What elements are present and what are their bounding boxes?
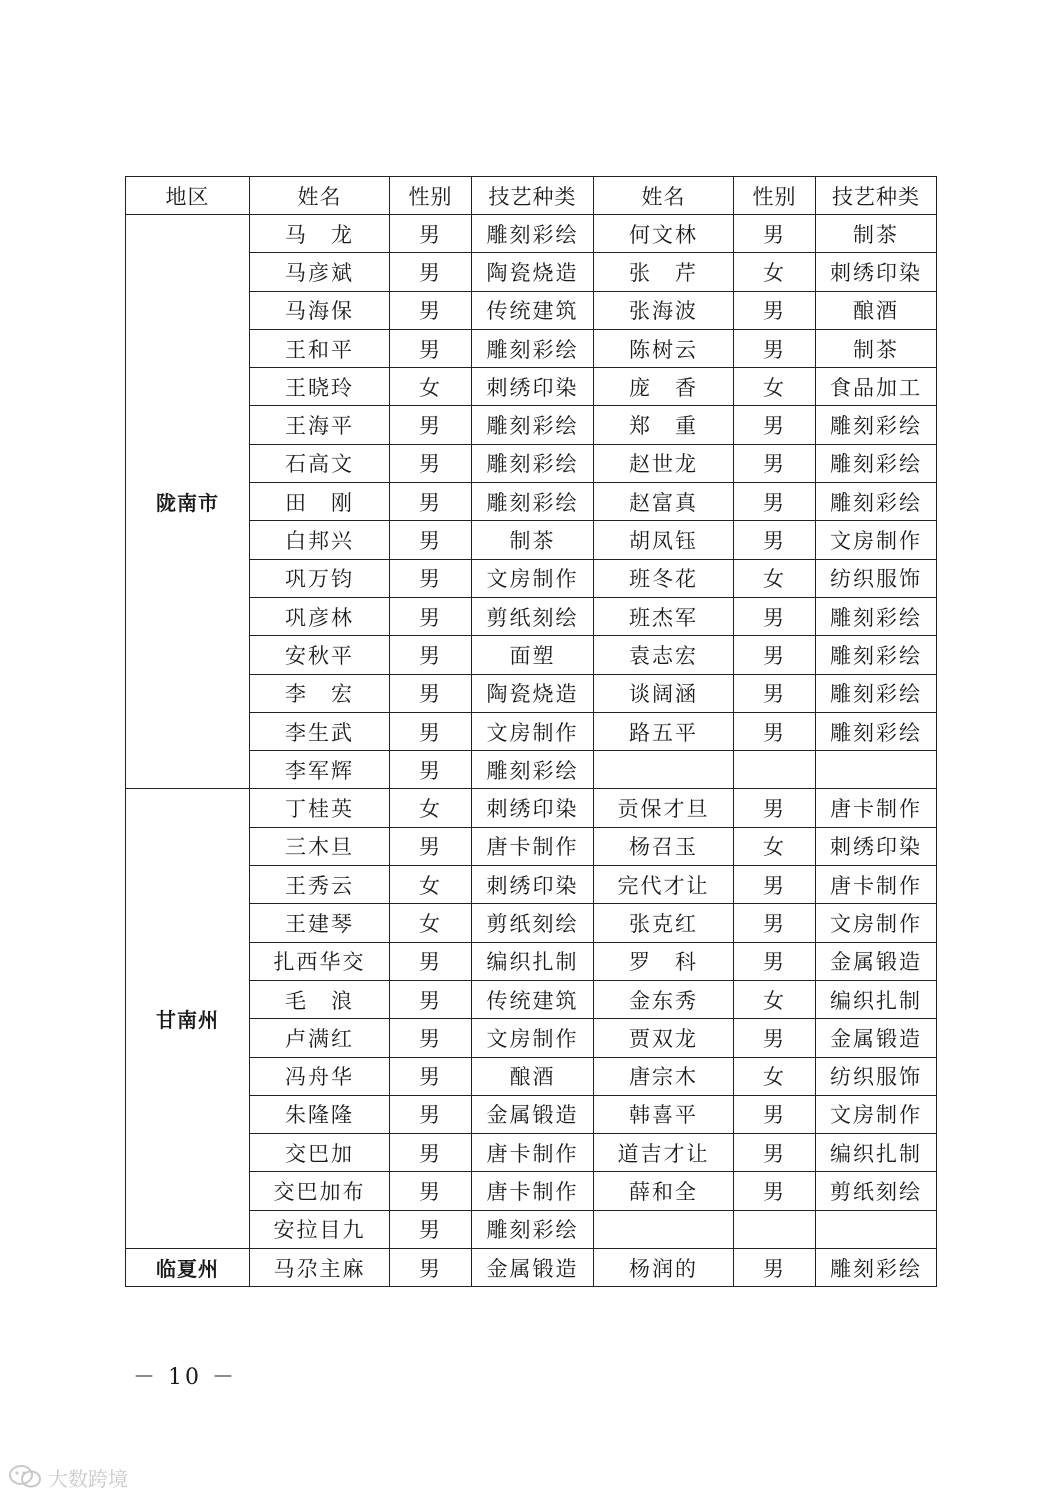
header-craft-left: 技艺种类 xyxy=(472,177,594,215)
name-left-cell: 李军辉 xyxy=(250,751,390,789)
craft-left-cell: 传统建筑 xyxy=(472,980,594,1018)
craft-right-cell: 刺绣印染 xyxy=(816,827,937,865)
name-right-cell: 赵富真 xyxy=(594,483,734,521)
craft-left-cell: 剪纸刻绘 xyxy=(472,904,594,942)
name-left-cell: 王海平 xyxy=(250,406,390,444)
craft-right-cell: 纺织服饰 xyxy=(816,1057,937,1095)
gender-right-cell xyxy=(734,751,816,789)
name-left-cell: 巩万钧 xyxy=(250,559,390,597)
watermark xyxy=(8,1462,128,1492)
name-left-cell: 交巴加 xyxy=(250,1134,390,1172)
name-right-cell: 郑 重 xyxy=(594,406,734,444)
name-right-cell: 何文林 xyxy=(594,215,734,253)
craft-right-cell: 酿酒 xyxy=(816,291,937,329)
name-right-cell: 谈阔涵 xyxy=(594,674,734,712)
name-left-cell: 马海保 xyxy=(250,291,390,329)
gender-left-cell: 女 xyxy=(390,368,472,406)
gender-right-cell: 男 xyxy=(734,942,816,980)
table-row xyxy=(126,789,937,827)
name-left-cell: 王建琴 xyxy=(250,904,390,942)
gender-right-cell: 女 xyxy=(734,368,816,406)
name-left-cell: 三木旦 xyxy=(250,827,390,865)
craft-left-cell: 雕刻彩绘 xyxy=(472,329,594,367)
gender-left-cell: 男 xyxy=(390,559,472,597)
gender-left-cell: 女 xyxy=(390,789,472,827)
gender-left-cell: 男 xyxy=(390,1249,472,1287)
header-region: 地区 xyxy=(126,177,250,215)
gender-left-cell: 男 xyxy=(390,1019,472,1057)
craft-right-cell: 剪纸刻绘 xyxy=(816,1172,937,1210)
craft-left-cell: 传统建筑 xyxy=(472,291,594,329)
gender-left-cell: 男 xyxy=(390,636,472,674)
craft-left-cell: 陶瓷烧造 xyxy=(472,674,594,712)
gender-left-cell: 男 xyxy=(390,1095,472,1133)
name-right-cell: 胡凤钰 xyxy=(594,521,734,559)
gender-left-cell: 男 xyxy=(390,674,472,712)
craft-right-cell: 文房制作 xyxy=(816,1095,937,1133)
craft-right-cell: 纺织服饰 xyxy=(816,559,937,597)
craft-left-cell: 陶瓷烧造 xyxy=(472,253,594,291)
craft-right-cell: 雕刻彩绘 xyxy=(816,712,937,750)
craft-right-cell: 文房制作 xyxy=(816,904,937,942)
craft-left-cell: 剪纸刻绘 xyxy=(472,597,594,635)
gender-left-cell: 男 xyxy=(390,712,472,750)
name-left-cell: 扎西华交 xyxy=(250,942,390,980)
gender-right-cell xyxy=(734,1210,816,1248)
name-left-cell: 王晓玲 xyxy=(250,368,390,406)
craft-left-cell: 金属锻造 xyxy=(472,1095,594,1133)
artisan-roster-table xyxy=(125,176,937,1287)
craft-right-cell: 编织扎制 xyxy=(816,1134,937,1172)
craft-right-cell: 制茶 xyxy=(816,215,937,253)
name-right-cell: 张海波 xyxy=(594,291,734,329)
name-left-cell: 王秀云 xyxy=(250,866,390,904)
gender-right-cell: 男 xyxy=(734,1019,816,1057)
name-left-cell: 安拉目九 xyxy=(250,1210,390,1248)
gender-left-cell: 男 xyxy=(390,406,472,444)
gender-left-cell: 男 xyxy=(390,1172,472,1210)
gender-right-cell: 男 xyxy=(734,329,816,367)
gender-right-cell: 女 xyxy=(734,253,816,291)
gender-left-cell: 男 xyxy=(390,1210,472,1248)
craft-right-cell: 金属锻造 xyxy=(816,1019,937,1057)
craft-right-cell: 唐卡制作 xyxy=(816,866,937,904)
craft-right-cell: 雕刻彩绘 xyxy=(816,444,937,482)
name-right-cell: 唐宗木 xyxy=(594,1057,734,1095)
name-right-cell: 张 芹 xyxy=(594,253,734,291)
name-left-cell: 毛 浪 xyxy=(250,980,390,1018)
gender-left-cell: 男 xyxy=(390,444,472,482)
name-right-cell: 薛和全 xyxy=(594,1172,734,1210)
gender-left-cell: 男 xyxy=(390,751,472,789)
name-left-cell: 安秋平 xyxy=(250,636,390,674)
craft-left-cell: 酿酒 xyxy=(472,1057,594,1095)
gender-left-cell: 男 xyxy=(390,253,472,291)
gender-right-cell: 男 xyxy=(734,712,816,750)
name-right-cell: 金东秀 xyxy=(594,980,734,1018)
gender-left-cell: 男 xyxy=(390,827,472,865)
gender-left-cell: 男 xyxy=(390,215,472,253)
name-left-cell: 马彦斌 xyxy=(250,253,390,291)
gender-right-cell: 女 xyxy=(734,559,816,597)
table-header xyxy=(126,177,937,215)
gender-left-cell: 男 xyxy=(390,521,472,559)
craft-right-cell: 雕刻彩绘 xyxy=(816,674,937,712)
craft-right-cell: 编织扎制 xyxy=(816,980,937,1018)
name-right-cell: 杨润的 xyxy=(594,1249,734,1287)
craft-right-cell: 制茶 xyxy=(816,329,937,367)
gender-right-cell: 男 xyxy=(734,597,816,635)
name-right-cell: 袁志宏 xyxy=(594,636,734,674)
gender-right-cell: 男 xyxy=(734,291,816,329)
craft-left-cell: 制茶 xyxy=(472,521,594,559)
gender-right-cell: 男 xyxy=(734,1172,816,1210)
gender-right-cell: 男 xyxy=(734,1249,816,1287)
craft-right-cell: 刺绣印染 xyxy=(816,253,937,291)
name-left-cell: 朱隆隆 xyxy=(250,1095,390,1133)
watermark-text: 大数跨境 xyxy=(48,1466,128,1491)
craft-left-cell: 刺绣印染 xyxy=(472,368,594,406)
craft-left-cell: 雕刻彩绘 xyxy=(472,444,594,482)
gender-left-cell: 男 xyxy=(390,329,472,367)
name-right-cell: 罗 科 xyxy=(594,942,734,980)
name-right-cell: 班冬花 xyxy=(594,559,734,597)
gender-right-cell: 男 xyxy=(734,866,816,904)
craft-left-cell: 唐卡制作 xyxy=(472,1172,594,1210)
name-right-cell: 道吉才让 xyxy=(594,1134,734,1172)
name-right-cell: 贾双龙 xyxy=(594,1019,734,1057)
gender-right-cell: 男 xyxy=(734,1095,816,1133)
gender-left-cell: 女 xyxy=(390,904,472,942)
gender-left-cell: 男 xyxy=(390,1057,472,1095)
craft-left-cell: 文房制作 xyxy=(472,1019,594,1057)
name-left-cell: 马 龙 xyxy=(250,215,390,253)
craft-left-cell: 雕刻彩绘 xyxy=(472,751,594,789)
craft-left-cell: 金属锻造 xyxy=(472,1249,594,1287)
craft-right-cell: 食品加工 xyxy=(816,368,937,406)
craft-right-cell: 唐卡制作 xyxy=(816,789,937,827)
gender-left-cell: 男 xyxy=(390,483,472,521)
craft-left-cell: 刺绣印染 xyxy=(472,866,594,904)
gender-left-cell: 男 xyxy=(390,942,472,980)
name-left-cell: 王和平 xyxy=(250,329,390,367)
gender-right-cell: 男 xyxy=(734,444,816,482)
craft-left-cell: 文房制作 xyxy=(472,559,594,597)
gender-right-cell: 男 xyxy=(734,406,816,444)
craft-left-cell: 雕刻彩绘 xyxy=(472,483,594,521)
name-right-cell: 路五平 xyxy=(594,712,734,750)
header-gender-left: 性别 xyxy=(390,177,472,215)
craft-right-cell: 金属锻造 xyxy=(816,942,937,980)
gender-right-cell: 男 xyxy=(734,636,816,674)
name-left-cell: 冯舟华 xyxy=(250,1057,390,1095)
craft-right-cell xyxy=(816,751,937,789)
craft-right-cell xyxy=(816,1210,937,1248)
name-left-cell: 李 宏 xyxy=(250,674,390,712)
gender-right-cell: 男 xyxy=(734,521,816,559)
craft-left-cell: 雕刻彩绘 xyxy=(472,215,594,253)
header-craft-right: 技艺种类 xyxy=(816,177,937,215)
gender-left-cell: 男 xyxy=(390,597,472,635)
gender-left-cell: 女 xyxy=(390,866,472,904)
name-right-cell xyxy=(594,1210,734,1248)
gender-left-cell: 男 xyxy=(390,980,472,1018)
gender-right-cell: 女 xyxy=(734,980,816,1018)
wechat-logo-icon xyxy=(8,1464,42,1490)
name-right-cell: 赵世龙 xyxy=(594,444,734,482)
gender-right-cell: 男 xyxy=(734,483,816,521)
header-gender-right: 性别 xyxy=(734,177,816,215)
craft-left-cell: 刺绣印染 xyxy=(472,789,594,827)
header-name-right: 姓名 xyxy=(594,177,734,215)
craft-right-cell: 雕刻彩绘 xyxy=(816,483,937,521)
gender-right-cell: 男 xyxy=(734,904,816,942)
craft-left-cell: 编织扎制 xyxy=(472,942,594,980)
craft-right-cell: 雕刻彩绘 xyxy=(816,1249,937,1287)
craft-left-cell: 文房制作 xyxy=(472,712,594,750)
craft-left-cell: 面塑 xyxy=(472,636,594,674)
header-name-left: 姓名 xyxy=(250,177,390,215)
name-left-cell: 巩彦林 xyxy=(250,597,390,635)
name-right-cell: 完代才让 xyxy=(594,866,734,904)
name-right-cell: 班杰军 xyxy=(594,597,734,635)
gender-left-cell: 男 xyxy=(390,1134,472,1172)
page-number: － 10 － xyxy=(133,1365,237,1390)
name-left-cell: 交巴加布 xyxy=(250,1172,390,1210)
craft-left-cell: 唐卡制作 xyxy=(472,1134,594,1172)
name-left-cell: 马尕主麻 xyxy=(250,1249,390,1287)
craft-left-cell: 唐卡制作 xyxy=(472,827,594,865)
gender-right-cell: 女 xyxy=(734,1057,816,1095)
name-right-cell: 杨召玉 xyxy=(594,827,734,865)
gender-right-cell: 女 xyxy=(734,827,816,865)
craft-right-cell: 雕刻彩绘 xyxy=(816,597,937,635)
gender-right-cell: 男 xyxy=(734,674,816,712)
name-left-cell: 石高文 xyxy=(250,444,390,482)
name-right-cell: 陈树云 xyxy=(594,329,734,367)
table-row xyxy=(126,1249,937,1287)
craft-left-cell: 雕刻彩绘 xyxy=(472,1210,594,1248)
craft-right-cell: 雕刻彩绘 xyxy=(816,406,937,444)
name-left-cell: 白邦兴 xyxy=(250,521,390,559)
table-body xyxy=(126,215,937,1287)
name-right-cell: 庞 香 xyxy=(594,368,734,406)
craft-right-cell: 文房制作 xyxy=(816,521,937,559)
craft-left-cell: 雕刻彩绘 xyxy=(472,406,594,444)
header-row xyxy=(126,177,937,215)
name-right-cell: 韩喜平 xyxy=(594,1095,734,1133)
name-left-cell: 卢满红 xyxy=(250,1019,390,1057)
name-left-cell: 田 刚 xyxy=(250,483,390,521)
name-left-cell: 丁桂英 xyxy=(250,789,390,827)
table-row xyxy=(126,215,937,253)
region-cell: 陇南市 xyxy=(126,215,250,789)
name-right-cell xyxy=(594,751,734,789)
craft-right-cell: 雕刻彩绘 xyxy=(816,636,937,674)
region-cell: 临夏州 xyxy=(126,1249,250,1287)
gender-right-cell: 男 xyxy=(734,789,816,827)
name-left-cell: 李生武 xyxy=(250,712,390,750)
gender-left-cell: 男 xyxy=(390,291,472,329)
name-right-cell: 张克红 xyxy=(594,904,734,942)
gender-right-cell: 男 xyxy=(734,1134,816,1172)
name-right-cell: 贡保才旦 xyxy=(594,789,734,827)
gender-right-cell: 男 xyxy=(734,215,816,253)
region-cell: 甘南州 xyxy=(126,789,250,1249)
